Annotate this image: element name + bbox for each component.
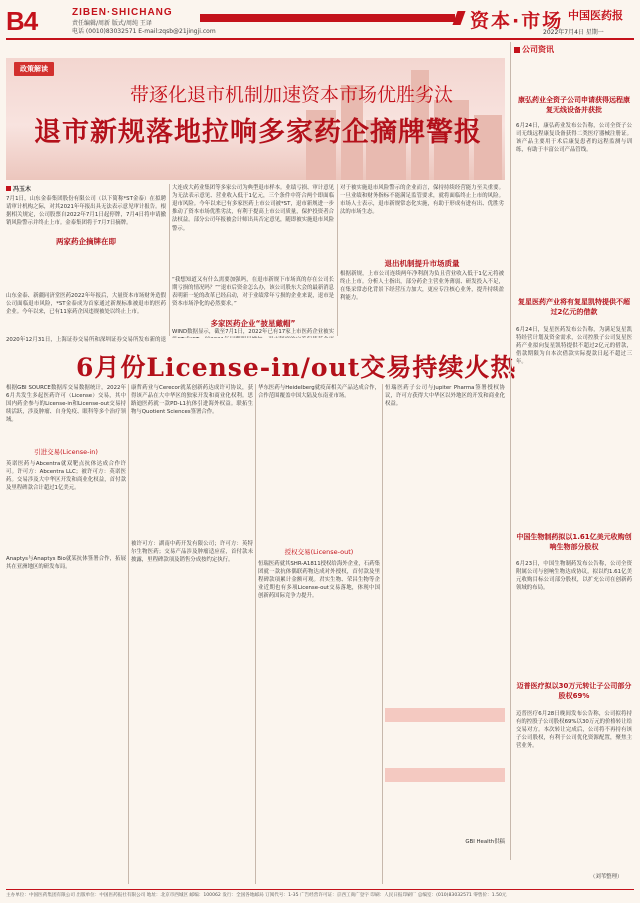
column-rule [255, 384, 256, 884]
article2-subhead-out: 授权交易(License-out) [284, 548, 354, 556]
article1-subhead-3: 退出机制提升市场质量 [384, 259, 460, 268]
article-headline: 退市新规落地拉响多家药企摘牌警报 [34, 117, 482, 148]
right-column-heading [514, 44, 554, 55]
contact-line: 电话 (0010)83032571 E-mail:zqsb@21jingji.com [72, 28, 216, 35]
article1-col1-quote: “我想知道又有什么需要加强吗，在退市新规下市场真的存在公司长期亏损的情况吗？”“退市后资金怎么办，该公司股东大会的最新消息表明新一轮的改革已经启动，对于业绩常年亏损的企业来说，退市是资本市场净化的必然要求。” [172, 277, 334, 308]
byline-author: 冯玉木 [13, 186, 32, 193]
highlight-band [385, 708, 505, 722]
page-number: B4 [6, 6, 38, 36]
article1-col2-body: 大连成大药业集团等多家公司为典型退市样本。业绩亏损、审计意见为无法表示意见、营业收入低于1亿元，三个条件中符合两个即面临退市风险。今年以来已有多家医药上市公司被*ST，退市新规进一步推动了资本市场优胜劣汰，有利于提高上市公司质量，保护投资者合法权益。部分公司年报被会计师出具否定意见，随即被实施退市风险警示。 [172, 185, 334, 232]
news-item-1-body: 6月24日，康弘药业发布公告称，公司全资子公司无线远程康复设备获得二类医疗器械注册证。该产品主要用于术后康复患者的远程监测与训练，有助于丰富公司产品管线。 [516, 123, 632, 154]
article1-subhead-1: 两家药企摘牌在即 [56, 237, 116, 246]
news-item-3-body: 6月23日，中国生物制药发布公告称，公司全资附属公司与创响生物达成协议，拟以约1.61亿美元收购目标公司部分股权，以扩充公司在创新药领域的布局。 [516, 561, 632, 592]
article2-credit: GBI Health供稿 [465, 839, 505, 845]
byline [6, 184, 31, 193]
news-item-3-title: 中国生物制药拟以1.61亿美元收购创响生物部分股权 [516, 533, 632, 551]
article1-col3-sub-body: 根据新规，上市公司连续两年净利润为负且营业收入低于1亿元将被终止上市。分析人士指出，部分药企主营业务薄弱、研发投入不足，在集采常态化背景下经营压力加大，更应专注核心业务，提升持续盈利能力。 [340, 271, 504, 302]
article2-mid-body: 康哲药业与Cerecor就某创新药达成许可协议，获得该产品在大中华区的独家开发和商业化权利。思路迪医药就一款PD-L1抗体引进海外权益。联拓生物与Quotient Sciences签署合作。 [131, 385, 253, 416]
heading-marker [514, 47, 520, 53]
news-item-4-title: 迈普医疗拟以30万元转让子公司部分股权69% [516, 682, 632, 700]
article-kicker: 带逐化退市机制加速资本市场优胜劣汰 [130, 84, 454, 106]
section-tag: 政策解读 [14, 62, 54, 76]
right-column-heading-text: 公司资讯 [522, 45, 554, 54]
article2-col4-body: 恒瑞医药子公司与Jupiter Pharma签署授权协议，许可方获得大中华区以外地区的开发和商业化权益。 [385, 385, 505, 408]
article2-col1-note: Anaptys与Anaptys Bio就某抗体签署合作，拓展其在亚洲地区的研发布局。 [6, 556, 126, 571]
article1-col2-sub-body: WIND数据显示，截至7月1日，2022年已有17家上市医药企业被实 [172, 329, 334, 335]
news-item-2-body: 6月24日，复星医药发布公告称，为满足复星凯特经营计划及资金需求，公司控股子公司复星医药产业拟向复星凯特提供不超过2亿元的借款，借款期限为自本次借款实际提款日起不超过三年。 [516, 327, 632, 366]
article2-subhead-in: 引进交易(License-in) [34, 448, 98, 456]
header-rule [6, 38, 634, 40]
paper-masthead: 中国医药报 [568, 9, 623, 22]
section-title: 资本·市场 [470, 10, 564, 32]
column-rule [337, 184, 338, 336]
byline-marker [6, 186, 11, 191]
news-item-4-body: 迈普医疗6月28日晚间发布公告称，公司拟将持有的控股子公司股权69%以30万元的价格转让给交易对方。本次转让完成后，公司将不再持有该子公司股权，有利于公司优化资源配置，聚焦主营业务。 [516, 711, 632, 750]
editor-line: 责任编辑/周新 版式/周纯 王译 [72, 20, 152, 27]
news-item-1-title: 康弘药业全资子公司申请获得远程康复无线设备并获批 [518, 96, 630, 114]
footer-imprint: 主办单位：中国医药集团有限公司 出版单位：中国医药报社有限公司 地址：北京市西城区 邮编：100062 发行：全国各地邮局 订阅代号：1-35 广告经营许可证：京西工商广登字 印刷：人民日报印刷厂 总编室：(010)83032571 零售价：1.50元 [6, 893, 507, 898]
column-rule [128, 384, 129, 884]
footer-rule [6, 889, 634, 890]
article1-col1-sub-body: 2020年12月31日，上海证券交易所和深圳证券交易所发布新的退 [6, 337, 166, 343]
page-header [0, 0, 640, 38]
article2-col3-body: 华东医药与Heidelberg就疫苗相关产品达成合作，合作范围覆盖中国大陆及东南亚市场。 [258, 385, 380, 400]
highlight-band [385, 768, 505, 782]
column-source-note: （刘苇整理） [590, 874, 623, 880]
issue-date: 2022年7月4日 星期一 [543, 29, 604, 36]
column-rule [382, 384, 383, 884]
section-pinyin: ZIBEN·SHICHANG [72, 7, 173, 18]
article2-in-body: 英诺医药与Abcentra就双靶点抗体达成合作许可。许可方：Abcentra LLC；被许可方：英诺医药。交易涉及大中华区开发和商业化权益，首付款及里程碑款合计超过1亿美元。 [6, 461, 126, 492]
header-red-bar [200, 14, 455, 22]
news-item-2-title: 复星医药产业将有复星凯特提供不超过2亿元的借款 [518, 298, 630, 316]
column-rule [169, 184, 170, 336]
article1-subhead-2: 多家医药企业“披星戴帽” [210, 319, 296, 328]
article1-col1-lead: 7月1日，山东金泰集团股份有限公司（以下简称*ST金泰）在拟聘请审计机构之际，对其2021年年报出具无法表示意见审计报告。根据相关规定，公司股票自2022年7月1日起停牌，7月4日将申请撤销风险警示并终止上市。金泰集团将于7月7日摘牌。 [6, 196, 166, 227]
article1-col3-body: 对于被实施退市风险警示的企业而言，保持持续经营能力至关重要。一旦业绩和财务指标不能满足监管要求，就将面临终止上市的风险。市场人士表示，退市新规常态化实施，有助于形成有进有出、优胜劣汰的市场生态。 [340, 185, 504, 216]
article2-out-body: 恒瑞医药就其SHR-A1811授权给海外企业，石药集团就一款抗体偶联药物达成对外授权，首付款及里程碑款项累计金额可观。君实生物、荣昌生物等企业近期也有多项License-out交易落地，体现中国创新药国际竞争力提升。 [258, 561, 380, 600]
article2-col2-body: 被许可方：湖南中药开发有限公司；许可方：英特尔生物医药；交易产品涉及肿瘤适应症，首付款未披露，里程碑款项及销售分成按约定执行。 [131, 541, 253, 564]
article1-col1-body: 山东金泰、新疆同济堂医药2022年年报后，大量资本市场财务造假公司面临退市风险，*ST金泰成为首家通过新规标准被退市的医药企业。今年以来，已有11家药企因违规被处以终止上市。 [6, 293, 166, 316]
article2-headline: 6月份License-in/out交易持续火热 [76, 353, 517, 382]
article2-intro: 根据GBI SOURCE数据库交易数据统计，2022年6月共发生多起医药许可（License）交易，其中国内药企参与的License-in和License-out交易持续活跃，涉及肿瘤、自身免疫、眼科等多个治疗领域。 [6, 385, 126, 424]
